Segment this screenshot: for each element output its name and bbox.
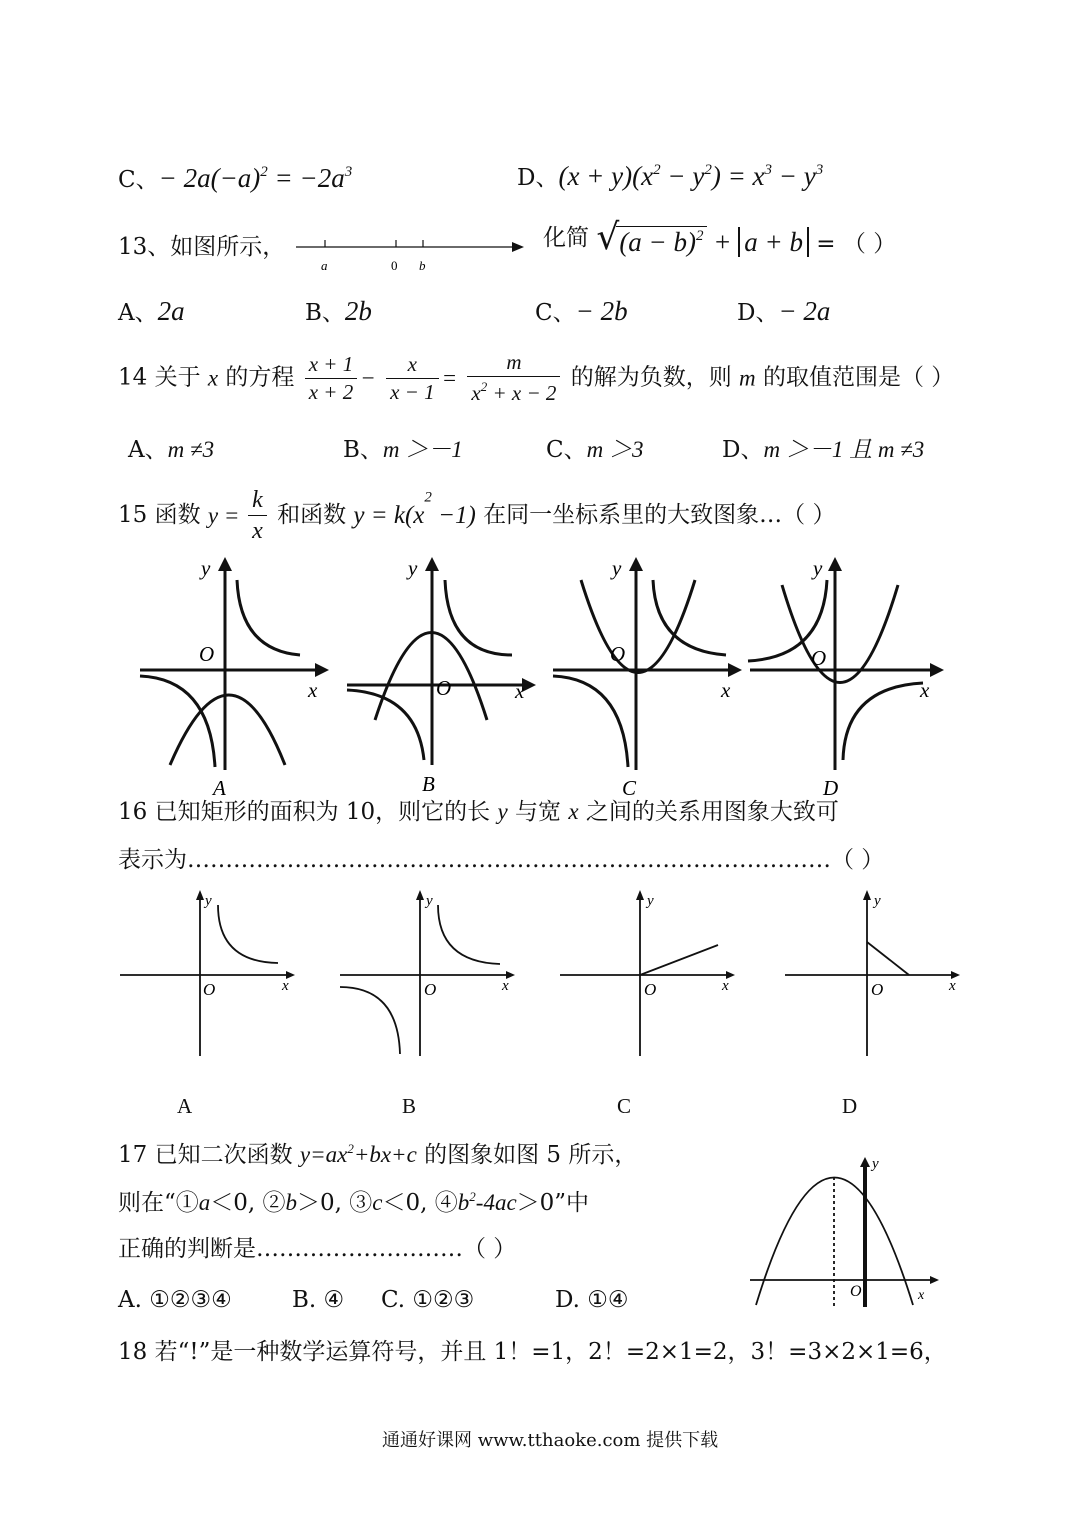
q13-option-d: D、− 2a: [737, 296, 831, 326]
q13-option-c: C、− 2b: [535, 296, 628, 326]
q15-graph-a: [135, 555, 335, 800]
q15-graph-d: [745, 555, 955, 800]
svg-text:x: x: [949, 978, 956, 994]
q16-graph-d: [783, 890, 968, 1060]
svg-text:x: x: [515, 679, 525, 703]
q15-graph-b-label: B: [422, 772, 435, 796]
q17-stem-line1: 17 已知二次函数 $y=ax^2+bx+c$ 的图象如图 5 所示，: [118, 1141, 638, 1168]
q17-stem-line2: 则在“①a＜0, ②b＞0, ③c＜0, $④b^2-4ac>0$”中: [118, 1189, 590, 1216]
q13-expression: 化简 √ $(a - b)^2 + a + b$ = （ ）: [543, 226, 896, 256]
q16-label-c: C: [617, 1094, 632, 1118]
svg-text:O: O: [644, 980, 657, 999]
svg-text:O: O: [199, 642, 215, 666]
q16-label-d: D: [842, 1094, 858, 1118]
q14-option-c: C、m ＞3: [546, 437, 644, 463]
q16-graph-a: [118, 890, 298, 1060]
q14-option-d: D、m ＞－1 且 m ≠3: [722, 437, 925, 463]
numberline-label-b: b: [419, 258, 426, 273]
q16-graph-c: [558, 890, 738, 1060]
q14-option-b: B、m ＞－1: [343, 437, 463, 463]
q17-option-d: D. ①④: [555, 1287, 629, 1313]
svg-text:x: x: [282, 978, 289, 994]
q16-stem-line1: 16 已知矩形的面积为 10，则它的长 y 与宽 x 之间的关系用图象大致可: [118, 799, 839, 825]
q13-option-b: B、2b: [305, 296, 372, 326]
q15-stem: 15 函数 y = $\frac{k}{x}$ 和函数 $y = k(x^2 -1)$ 在同一坐标系里的大致图象…（ ）: [118, 487, 836, 544]
q16-label-a: A: [177, 1094, 193, 1118]
q17-option-c: C. ①②③: [381, 1287, 475, 1313]
svg-text:y: y: [408, 556, 418, 580]
svg-text:O: O: [436, 676, 452, 700]
svg-text:O: O: [610, 642, 626, 666]
svg-text:x: x: [920, 678, 930, 702]
svg-text:y: y: [205, 893, 212, 909]
q12-option-c: C、− $2a(-a)^2 = -2a^3$: [118, 163, 353, 193]
svg-text:x: x: [308, 678, 318, 702]
q12-option-d: D、$(x + y)(x^2 - y^2) = x^3 - y^3$: [517, 161, 824, 191]
numberline-label-a: a: [321, 258, 328, 273]
svg-text:x: x: [721, 678, 731, 702]
svg-text:y: y: [647, 893, 654, 909]
svg-text:x: x: [722, 978, 729, 994]
svg-text:y: y: [872, 1156, 879, 1172]
svg-text:x: x: [502, 978, 509, 994]
q13-option-a: A、2a: [118, 296, 185, 326]
q16-graph-b: [338, 890, 518, 1060]
svg-text:y: y: [813, 556, 823, 580]
q17-option-a: A. ①②③④: [118, 1287, 232, 1313]
numberline-label-0: 0: [391, 258, 398, 273]
svg-text:y: y: [874, 893, 881, 909]
q15-graph-d-label: D: [823, 776, 839, 800]
q17-stem-line3: 正确的判断是………………………（ ）: [118, 1236, 517, 1262]
q15-graph-b: [342, 555, 542, 800]
q14-stem: 14 关于 x 的方程 $\frac{x + 1}{x + 2}$ − $\frac{x}{x - 1}$ = $\frac{m}{x^2 + x - 2}$ 的解为负数，则 m 的取值范围是（ ）: [118, 350, 955, 405]
q13-prefix: 13、如图所示，: [118, 234, 286, 260]
svg-text:y: y: [426, 893, 433, 909]
svg-text:O: O: [811, 646, 827, 670]
footer-source: 通通好课网 www.tthaoke.com 提供下载: [382, 1430, 719, 1451]
q16-label-b: B: [402, 1094, 417, 1118]
q15-graph-a-label: A: [213, 776, 226, 800]
svg-text:y: y: [201, 556, 211, 580]
q17-parabola-figure: [748, 1155, 948, 1315]
q13-number-line: [290, 232, 530, 277]
q15-graph-c-label: C: [622, 776, 637, 800]
q15-graph-c: [548, 555, 748, 800]
q18-stem: 18 若“!”是一种数学运算符号，并且 1！=1，2！=2×1=2，3！=3×2×1=6，: [118, 1339, 947, 1365]
svg-text:y: y: [612, 556, 622, 580]
q14-option-a: A、m ≠3: [128, 437, 215, 463]
svg-text:O: O: [424, 980, 437, 999]
svg-text:x: x: [918, 1288, 925, 1303]
q17-option-b: B. ④: [292, 1287, 345, 1313]
svg-text:O: O: [871, 980, 884, 999]
svg-text:O: O: [850, 1283, 862, 1300]
svg-text:O: O: [203, 980, 216, 999]
q16-stem-line2: 表示为…………………………………………………………………………（ ）: [118, 847, 885, 873]
